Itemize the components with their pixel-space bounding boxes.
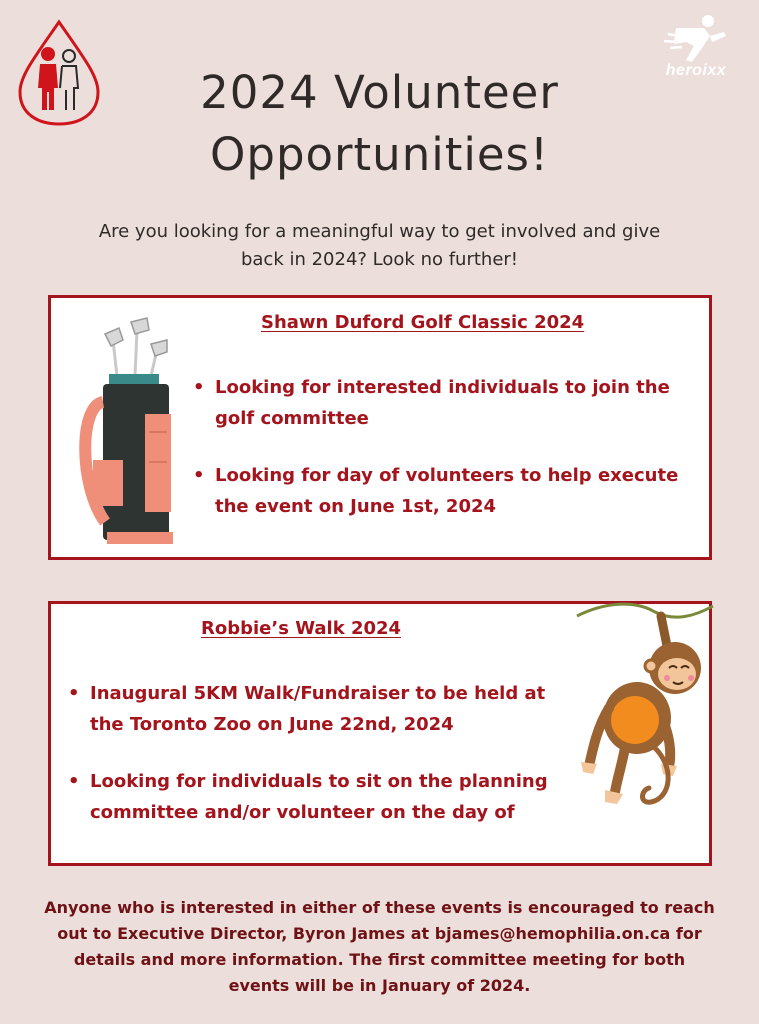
intro-line-2: back in 2024? Look no further! bbox=[240, 249, 519, 270]
golf-classic-title: Shawn Duford Golf Classic 2024 bbox=[261, 312, 585, 333]
list-item: • Inaugural 5KM Walk/Fundraiser to be held at the Toronto Zoo on June 22nd, 2024 bbox=[66, 678, 566, 740]
title-line-2: Opportunities! bbox=[209, 128, 550, 181]
footer-line-1: Anyone who is interested in either of these events is encouraged to reach bbox=[44, 898, 715, 917]
golf-classic-bullets bbox=[191, 372, 711, 548]
heroixx-wordmark: heroixx bbox=[665, 62, 727, 79]
intro-text bbox=[40, 218, 719, 274]
list-item: • Looking for interested individuals to join the golf committee bbox=[191, 372, 711, 434]
list-item: • Looking for individuals to sit on the planning committee and/or volunteer on the day of bbox=[66, 766, 566, 828]
footer-line-3: details and more information. The first committee meeting for both bbox=[73, 950, 686, 969]
page-title bbox=[0, 62, 759, 186]
footer-contact-text bbox=[14, 895, 745, 999]
footer-line-2: out to Executive Director, Byron James at bjames@hemophilia.on.ca for bbox=[57, 924, 702, 943]
golf-classic-card bbox=[48, 295, 712, 560]
robbies-walk-title: Robbie’s Walk 2024 bbox=[201, 618, 402, 639]
list-item: • Looking for day of volunteers to help execute the event on June 1st, 2024 bbox=[191, 460, 711, 522]
footer-line-4: events will be in January of 2024. bbox=[228, 976, 531, 995]
robbies-walk-bullets bbox=[66, 678, 566, 854]
golf-bag-icon bbox=[75, 310, 185, 546]
heroixx-runner-icon bbox=[650, 14, 742, 64]
title-line-1: 2024 Volunteer bbox=[200, 66, 559, 119]
intro-line-1: Are you looking for a meaningful way to get involved and give bbox=[98, 221, 661, 242]
monkey-icon bbox=[575, 598, 715, 813]
